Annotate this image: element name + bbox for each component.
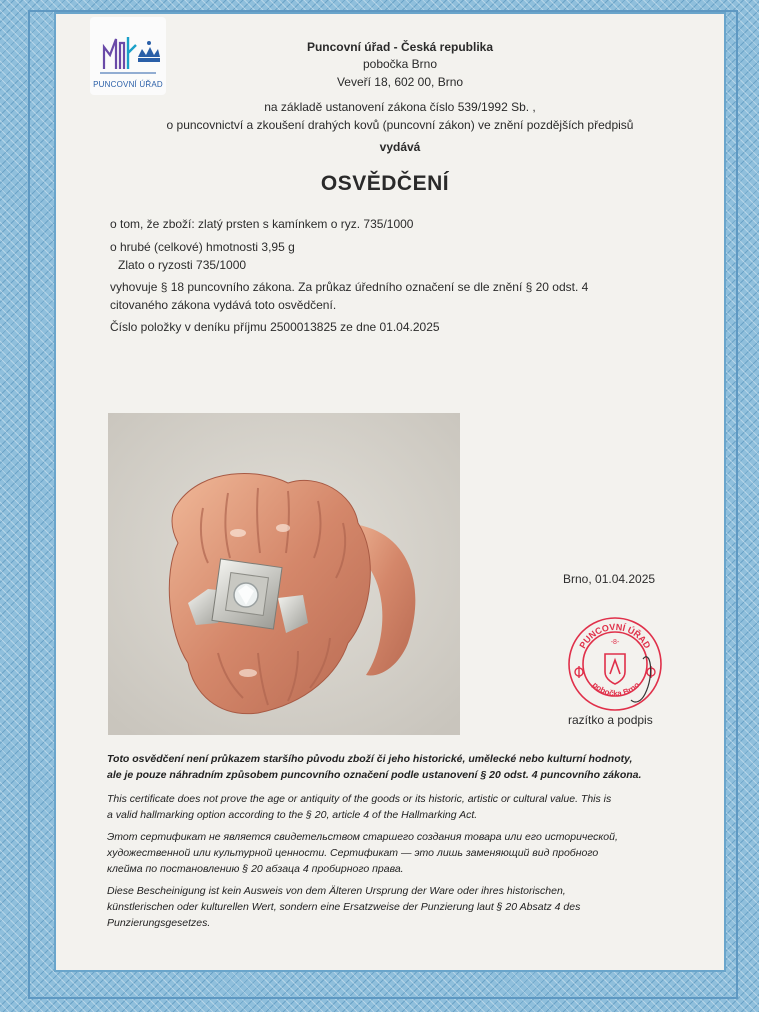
- office-branch: pobočka Brno: [362, 57, 438, 71]
- compliance-text-2: citovaného zákona vydává toto osvědčení.: [110, 298, 337, 312]
- disclaimer-en-1: This certificate does not prove the age or antiquity of the goods or its historic, artistic or cultural value. This is: [107, 793, 612, 805]
- disclaimer-en-2: a valid hallmarking option according to the § 20, article 4 of the Hallmarking Act.: [107, 809, 478, 821]
- gross-weight: o hrubé (celkové) hmotnosti 3,95 g: [110, 240, 295, 254]
- disclaimer-cz-1: Toto osvědčení není průkazem staršího původu zboží či jeho historické, umělecké nebo kulturní hodnoty,: [107, 753, 633, 765]
- law-title: o puncovnictví a zkoušení drahých kovů (puncovní zákon) ve znění pozdějších předpisů: [166, 118, 634, 132]
- stamp-number: -8-: [610, 639, 620, 646]
- office-name: Puncovní úřad - Česká republika: [306, 40, 494, 54]
- logo-text: PUNCOVNÍ ÚŘAD: [93, 80, 163, 89]
- compliance-text-1: vyhovuje § 18 puncovního zákona. Za průkaz úředního označení se dle znění § 20 odst. 4: [110, 280, 589, 294]
- disclaimer-de-2: künstlerischen oder kulturellen Wert, sondern eine Ersatzweise der Punzierung laut § 20 Absatz 4 des: [107, 901, 581, 913]
- disclaimer-ru-2: художественной или культурной ценности. Сертификат — это лишь заменяющий вид пробного: [107, 847, 599, 859]
- goods-description: o tom, že zboží: zlatý prsten s kamínkem o ryz. 735/1000: [110, 217, 414, 231]
- hallmark-office-logo: [90, 17, 166, 95]
- stamp-bottom-text: pobočka Brno: [590, 680, 642, 699]
- law-reference: na základě ustanovení zákona číslo 539/1992 Sb. ,: [264, 100, 536, 114]
- disclaimer-de-3: Punzierungsgesetzes.: [107, 917, 211, 929]
- stamp-top-text: PUNCOVNÍ ÚŘAD: [577, 621, 653, 651]
- place-and-date: Brno, 01.04.2025: [563, 572, 656, 586]
- office-address: Veveří 18, 602 00, Brno: [336, 75, 464, 89]
- disclaimer-ru-1: Этот сертификат не является свидетельством старшего создания товара или его исторической,: [107, 831, 618, 843]
- certificate-title: OSVĚDČENÍ: [320, 172, 450, 195]
- disclaimer-de-1: Diese Bescheinigung ist kein Ausweis von dem Älteren Ursprung der Ware oder ihres historischen,: [107, 885, 566, 897]
- issues-label: vydává: [379, 140, 421, 154]
- disclaimer-cz-2: ale je pouze náhradním způsobem puncovního označení podle ustanovení § 20 odst. 4 puncovního zákona.: [107, 769, 642, 781]
- ring-photo: [108, 413, 460, 735]
- official-stamp: [565, 614, 665, 714]
- signature-label: razítko a podpis: [568, 713, 653, 727]
- gold-fineness: Zlato o ryzosti 735/1000: [118, 258, 247, 272]
- disclaimer-ru-3: клейма по постановлению § 20 абзаца 4 пробирного права.: [107, 863, 404, 875]
- item-number: Číslo položky v deníku příjmu 2500013825 ze dne 01.04.2025: [110, 320, 440, 334]
